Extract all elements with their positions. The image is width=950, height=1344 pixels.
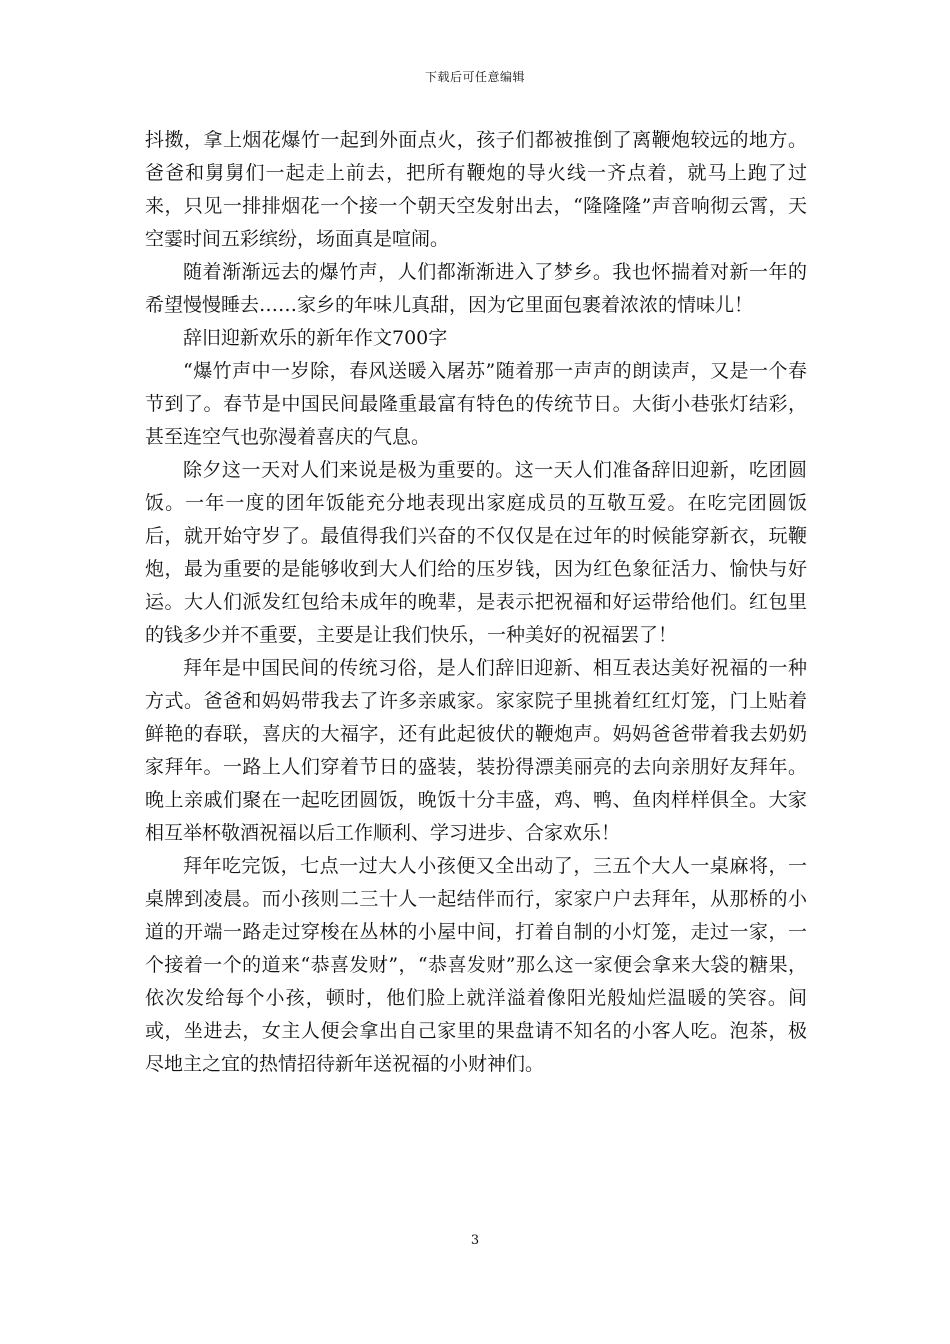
paragraph-5: 拜年是中国民间的传统习俗，是人们辞旧迎新、相互表达美好祝福的一种方式。爸爸和妈妈带我去了许多亲戚家。家家院子里挑着红红灯笼，门上贴着鲜艳的春联，喜庆的大福字，还有此起彼伏的鞭炮声。妈妈爸爸带着我去奶奶家拜年。一路上人们穿着节日的盛装，装扮得漂美丽亮的去向亲朋好友拜年。晚上亲戚们聚在一起吃团圆饭，晚饭十分丰盛，鸡、鸭、鱼肉样样俱全。大家相互举杯敬酒祝福以后工作顺利、学习进步、合家欢乐！ <box>145 657 807 844</box>
page-header: 下载后可任意编辑 <box>424 70 525 84</box>
paragraph-1: 抖擞，拿上烟花爆竹一起到外面点火，孩子们都被推倒了离鞭炮较远的地方。爸爸和舅舅们一起走上前去，把所有鞭炮的导火线一齐点着，就马上跑了过来，只见一排排烟花一个接一个朝天空发射出去，“隆隆隆”声音响彻云霄，天空霎时间五彩缤纷，场面真是喧闹。 <box>145 129 807 250</box>
paragraph-4: 除夕这一天对人们来说是极为重要的。这一天人们准备辞旧迎新，吃团圆饭。一年一度的团年饭能充分地表现出家庭成员的互敬互爱。在吃完团圆饭后，就开始守岁了。最值得我们兴奋的不仅仅是在过年的时候能穿新衣，玩鞭炮，最为重要的是能够收到大人们给的压岁钱，因为红色象征活力、愉快与好运。大人们派发红包给未成年的晚辈，是表示把祝福和好运带给他们。红包里的钱多少并不重要，主要是让我们快乐，一种美好的祝福罢了！ <box>145 459 807 646</box>
paragraph-6: 拜年吃完饭，七点一过大人小孩便又全出动了，三五个大人一桌麻将，一桌牌到凌晨。而小孩则二三十人一起结伴而行，家家户户去拜年，从那桥的小道的开端一路走过穿梭在丛林的小屋中间，打着自制的小灯笼，走过一家，一个接着一个的道来“恭喜发财”，“恭喜发财”那么这一家便会拿来大袋的糖果，依次发给每个小孩，顿时，他们脸上就洋溢着像阳光般灿烂温暖的笑容。间或，坐进去，女主人便会拿出自己家里的果盘请不知名的小客人吃。泡茶，极尽地主之宜的热情招待新年送祝福的小财神们。 <box>145 855 807 1075</box>
page-number: 3 <box>470 1233 480 1248</box>
document-body <box>145 124 807 1081</box>
section-title: 辞旧迎新欢乐的新年作文700字 <box>183 327 448 349</box>
paragraph-3: “爆竹声中一岁除，春风送暖入屠苏”随着那一声声的朗读声，又是一个春节到了。春节是中国民间最隆重最富有特色的传统节日。大街小巷张灯结彩，甚至连空气也弥漫着喜庆的气息。 <box>145 360 807 448</box>
paragraph-2: 随着渐渐远去的爆竹声，人们都渐渐进入了梦乡。我也怀揣着对新一年的希望慢慢睡去……家乡的年味儿真甜，因为它里面包裹着浓浓的情味儿！ <box>145 261 807 316</box>
